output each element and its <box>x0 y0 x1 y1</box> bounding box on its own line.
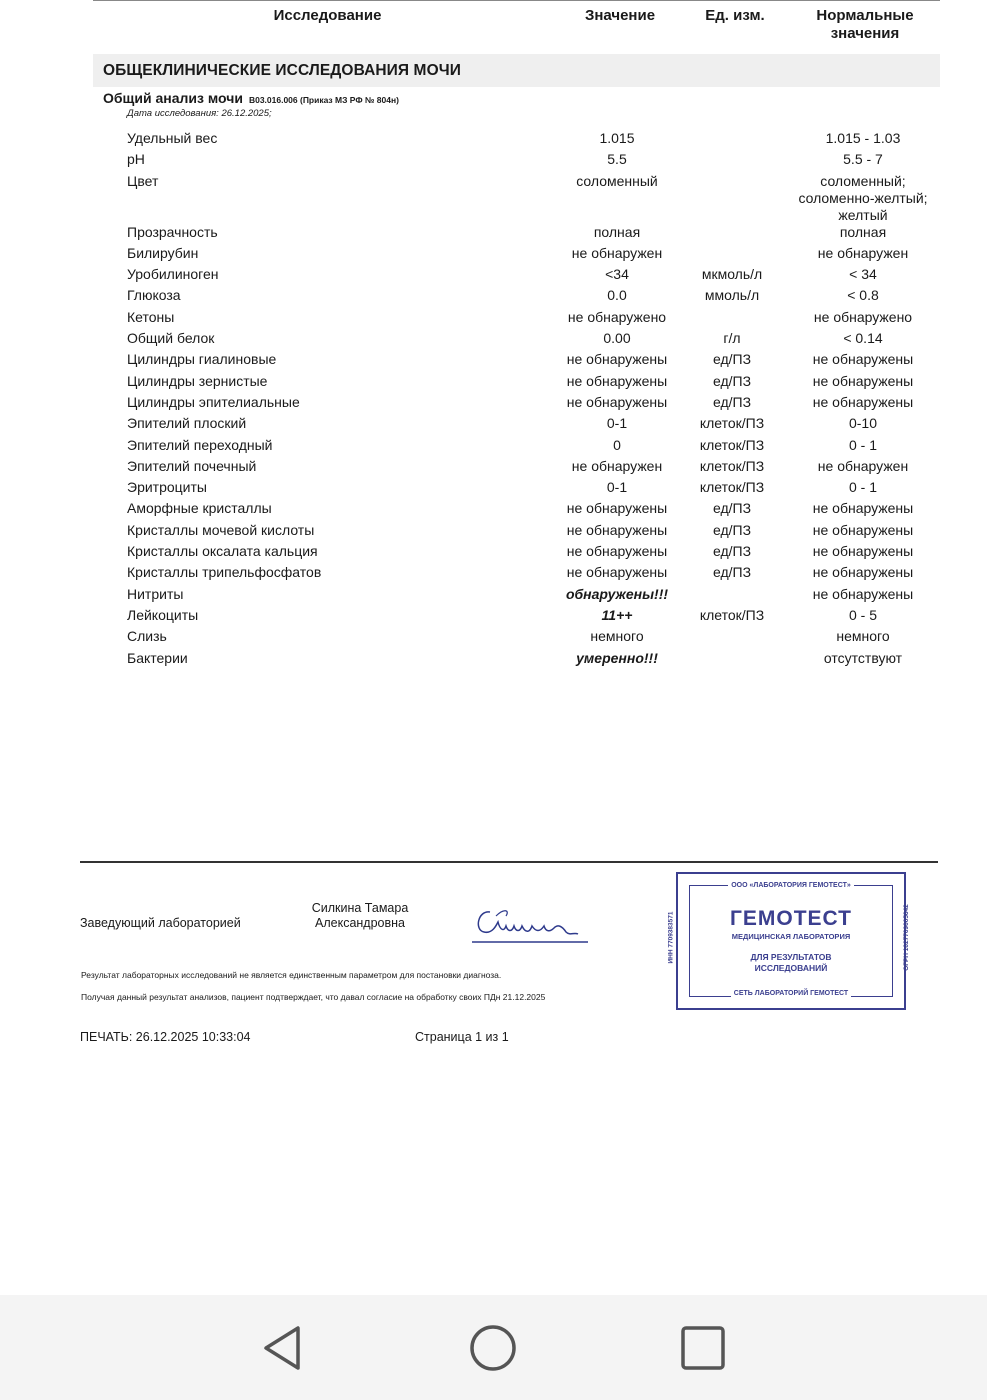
row-norm: 0 - 1 <box>848 436 877 453</box>
header-test: Исследование <box>273 7 382 24</box>
row-norm: отсутствуют <box>823 649 903 666</box>
row-unit: ед/ПЗ <box>712 372 752 389</box>
row-unit: клеток/ПЗ <box>699 457 765 474</box>
header-norm-line1: Нормальные <box>816 7 914 24</box>
table-row <box>0 499 987 520</box>
table-row <box>0 129 987 150</box>
page-number: Страница 1 из 1 <box>415 1030 509 1044</box>
row-value: не обнаружены <box>566 500 668 517</box>
row-unit: ед/ПЗ <box>712 521 752 538</box>
row-name: Общий белок <box>127 330 215 347</box>
section-title: ОБЩЕКЛИНИЧЕСКИЕ ИССЛЕДОВАНИЯ МОЧИ <box>103 62 461 79</box>
row-unit: г/л <box>723 330 741 347</box>
head-name-line2: Александровна <box>315 916 405 930</box>
row-unit: ед/ПЗ <box>712 393 752 410</box>
print-timestamp: ПЕЧАТЬ: 26.12.2025 10:33:04 <box>80 1030 251 1044</box>
table-row <box>0 150 987 171</box>
row-value: не обнаружены <box>566 521 668 538</box>
row-norm: не обнаружены <box>812 500 914 517</box>
row-name: Аморфные кристаллы <box>127 500 272 517</box>
row-norm: не обнаружены <box>812 372 914 389</box>
row-name: Уробилиноген <box>127 266 219 283</box>
row-name: Цилиндры гиалиновые <box>127 351 277 368</box>
row-value: не обнаружены <box>566 564 668 581</box>
row-value: не обнаружен <box>571 457 663 474</box>
row-norm: не обнаружены <box>812 585 914 602</box>
table-row <box>0 265 987 286</box>
row-value: 0 <box>613 436 621 453</box>
row-value: умеренно!!! <box>576 649 658 666</box>
row-name: Кристаллы оксалата кальция <box>127 543 318 560</box>
row-value: 5.5 <box>607 151 627 168</box>
row-name: Билирубин <box>127 244 199 261</box>
row-name: Бактерии <box>127 649 188 666</box>
row-name: Нитриты <box>127 585 184 602</box>
table-row <box>0 223 987 244</box>
table-row <box>0 172 987 223</box>
stamp-brand: ГЕМОТЕСТ <box>729 907 853 930</box>
row-unit: ед/ПЗ <box>712 351 752 368</box>
row-value: не обнаружены <box>566 393 668 410</box>
row-unit: клеток/ПЗ <box>699 479 765 496</box>
row-unit: клеток/ПЗ <box>699 415 765 432</box>
row-value: <34 <box>605 266 629 283</box>
table-row <box>0 329 987 350</box>
row-value: 0.00 <box>603 330 631 347</box>
stamp-inner-frame <box>689 885 893 997</box>
row-unit: ед/ПЗ <box>712 500 752 517</box>
row-name: Эпителий переходный <box>127 436 273 453</box>
head-label: Заведующий лабораторией <box>80 916 241 930</box>
row-norm: 0 - 1 <box>848 479 877 496</box>
table-row <box>0 393 987 414</box>
row-name: Прозрачность <box>127 223 218 240</box>
header-value: Значение <box>584 7 656 24</box>
android-nav-bar <box>0 1295 987 1400</box>
stamp-inn: ИНН 7709383571 <box>667 911 675 964</box>
test-date: Дата исследования: 26.12.2025; <box>127 108 272 119</box>
home-circle-icon[interactable] <box>468 1323 518 1373</box>
row-name: pH <box>127 151 145 168</box>
row-value: 11++ <box>601 606 633 623</box>
header-norm <box>795 7 935 43</box>
stamp-top-text <box>678 882 904 889</box>
row-name: Кетоны <box>127 308 175 325</box>
row-norm: не обнаружен <box>817 244 909 261</box>
header-unit: Ед. изм. <box>705 7 765 24</box>
stamp-sub: МЕДИЦИНСКАЯ ЛАБОРАТОРИЯ <box>731 932 851 941</box>
signature-image <box>470 902 592 946</box>
stamp-mid-line2: ИССЛЕДОВАНИЙ <box>754 963 828 973</box>
stamp-ogrn: ОГРН 1027709005642 <box>903 904 911 971</box>
row-norm: не обнаружены <box>812 351 914 368</box>
table-row <box>0 414 987 435</box>
table-row <box>0 436 987 457</box>
row-norm: 0-10 <box>848 415 878 432</box>
row-norm: не обнаружено <box>813 308 913 325</box>
row-norm: < 0.8 <box>847 287 879 304</box>
row-value: немного <box>590 628 644 645</box>
row-name: Цилиндры эпителиальные <box>127 393 300 410</box>
row-unit: ммоль/л <box>704 287 760 304</box>
row-unit: клеток/ПЗ <box>699 436 765 453</box>
stamp-mid <box>678 952 904 974</box>
row-name: Цилиндры зернистые <box>127 372 268 389</box>
row-norm: < 0.14 <box>843 330 883 347</box>
head-name-line1: Силкина Тамара <box>311 901 409 915</box>
table-row <box>0 478 987 499</box>
row-name: Цвет <box>127 172 159 189</box>
row-value: 0.0 <box>607 287 627 304</box>
row-norm: 0 - 5 <box>848 606 877 623</box>
row-name: Удельный вес <box>127 130 218 146</box>
stamp-top-label: ООО «ЛАБОРАТОРИЯ ГЕМОТЕСТ» <box>728 882 854 889</box>
lab-stamp <box>667 872 911 1010</box>
row-value: 1.015 <box>599 130 635 146</box>
row-value: не обнаружены <box>566 351 668 368</box>
table-row <box>0 563 987 584</box>
row-value: не обнаружен <box>571 244 663 261</box>
row-norm: соломенный; соломенно-желтый; желтый <box>798 172 928 223</box>
stamp-bottom-text <box>678 990 904 997</box>
row-norm: не обнаружены <box>812 521 914 538</box>
stamp-mid-line1: ДЛЯ РЕЗУЛЬТАТОВ <box>750 952 832 962</box>
table-row <box>0 286 987 307</box>
section-bar <box>93 54 940 87</box>
disclaimer-2: Получая данный результат анализов, пациент подтверждает, что давал согласие на обработку своих ПДн 21.12.2025 <box>81 992 546 1002</box>
row-value: 0-1 <box>606 479 628 496</box>
table-row <box>0 244 987 265</box>
head-name <box>300 901 420 931</box>
row-name: Эритроциты <box>127 479 207 496</box>
row-norm: не обнаружены <box>812 393 914 410</box>
row-norm: не обнаружены <box>812 543 914 560</box>
row-value: не обнаружено <box>567 308 667 325</box>
row-name: Эпителий плоский <box>127 415 247 432</box>
row-norm: 5.5 - 7 <box>843 151 883 168</box>
row-name: Кристаллы мочевой кислоты <box>127 521 315 538</box>
table-row <box>0 372 987 393</box>
test-code: B03.016.006 (Приказ МЗ РФ № 804н) <box>248 95 399 105</box>
table-row <box>0 308 987 329</box>
row-value: полная <box>593 223 641 240</box>
row-value: не обнаружены <box>566 543 668 560</box>
row-unit: клеток/ПЗ <box>699 606 765 623</box>
stamp-bottom-label: СЕТЬ ЛАБОРАТОРИЙ ГЕМОТЕСТ <box>731 990 851 997</box>
test-name: Общий анализ мочи <box>103 90 243 106</box>
row-norm: 1.015 - 1.03 <box>825 130 901 146</box>
row-norm: не обнаружен <box>817 457 909 474</box>
row-name: Глюкоза <box>127 287 181 304</box>
row-name: Лейкоциты <box>127 606 199 623</box>
test-title <box>103 90 399 106</box>
table-row <box>0 606 987 627</box>
table-row <box>0 350 987 371</box>
row-name: Кристаллы трипельфосфатов <box>127 564 322 581</box>
row-unit: мкмоль/л <box>701 266 763 283</box>
recent-square-icon[interactable] <box>678 1323 728 1373</box>
table-row <box>0 542 987 563</box>
top-rule <box>93 0 940 1</box>
bottom-rule <box>80 861 938 863</box>
disclaimer-1: Результат лабораторных исследований не является единственным параметром для постановки диагноза. <box>81 970 502 980</box>
header-norm-line2: значения <box>830 25 900 42</box>
row-name: Слизь <box>127 628 167 645</box>
back-triangle-icon[interactable] <box>258 1323 308 1373</box>
table-row <box>0 457 987 478</box>
row-value: 0-1 <box>606 415 628 432</box>
table-row <box>0 585 987 606</box>
row-norm: не обнаружены <box>812 564 914 581</box>
row-norm: немного <box>836 628 890 645</box>
row-value: соломенный <box>576 172 658 189</box>
row-norm: полная <box>839 223 887 240</box>
table-row <box>0 627 987 648</box>
row-value: обнаружены!!! <box>565 585 669 602</box>
row-name: Эпителий почечный <box>127 457 257 474</box>
row-unit: ед/ПЗ <box>712 543 752 560</box>
row-value: не обнаружены <box>566 372 668 389</box>
results-table <box>0 129 987 670</box>
table-row <box>0 521 987 542</box>
row-unit: ед/ПЗ <box>712 564 752 581</box>
row-norm: < 34 <box>849 266 877 283</box>
table-row <box>0 649 987 670</box>
